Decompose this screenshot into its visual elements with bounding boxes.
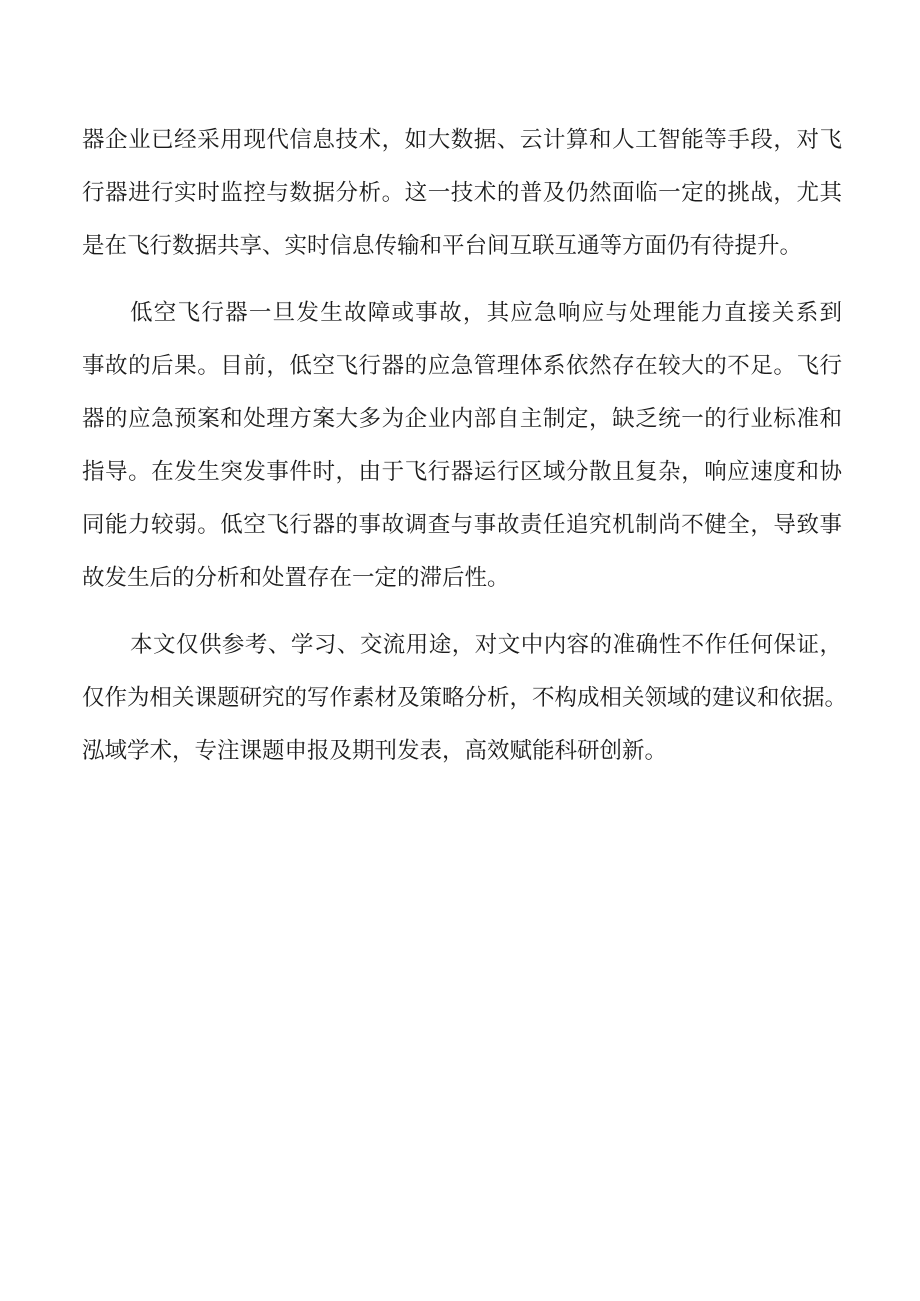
text-line: 同能力较弱。低空飞行器的事故调查与事故责任追究机制尚不健全，导致事 bbox=[82, 512, 842, 538]
text-line: 低空飞行器一旦发生故障或事故，其应急响应与处理能力直接关系到 bbox=[130, 300, 842, 326]
text-line: 本文仅供参考、学习、交流用途，对文中内容的准确性不作任何保证， bbox=[130, 632, 842, 658]
text-line: 故发生后的分析和处置存在一定的滞后性。 bbox=[82, 565, 510, 591]
text-line: 指导。在发生突发事件时，由于飞行器运行区域分散且复杂，响应速度和协 bbox=[82, 459, 842, 485]
text-line: 仅作为相关课题研究的写作素材及策略分析，不构成相关领域的建议和依据。 bbox=[82, 685, 848, 711]
paragraph-2 bbox=[82, 287, 842, 605]
paragraph-3 bbox=[82, 619, 848, 778]
text-line: 器的应急预案和处理方案大多为企业内部自主制定，缺乏统一的行业标准和 bbox=[82, 406, 842, 432]
text-line: 事故的后果。目前，低空飞行器的应急管理体系依然存在较大的不足。飞行 bbox=[82, 353, 842, 379]
paragraph-1 bbox=[82, 114, 842, 273]
text-line: 器企业已经采用现代信息技术，如大数据、云计算和人工智能等手段，对飞 bbox=[82, 127, 842, 153]
text-line: 泓域学术，专注课题申报及期刊发表，高效赋能科研创新。 bbox=[82, 738, 668, 764]
text-line: 是在飞行数据共享、实时信息传输和平台间互联互通等方面仍有待提升。 bbox=[82, 233, 803, 259]
text-line: 行器进行实时监控与数据分析。这一技术的普及仍然面临一定的挑战，尤其 bbox=[82, 180, 842, 206]
